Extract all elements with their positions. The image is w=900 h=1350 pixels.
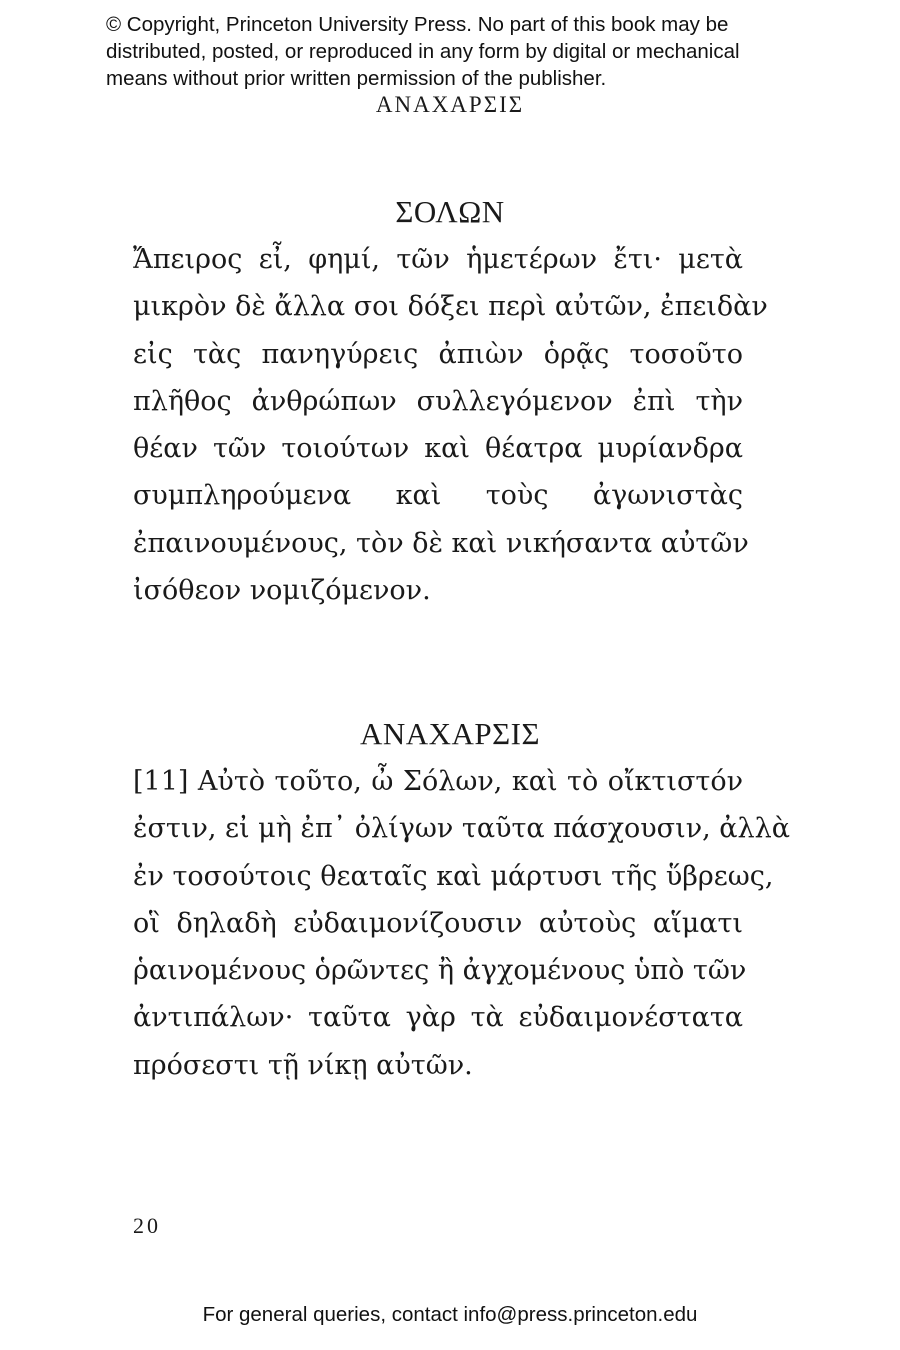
text-line: εἰς τὰς πανηγύρεις ἀπιὼν ὁρᾷς τοσοῦτο [133, 338, 743, 370]
text-line: ἐστιν, εἰ μὴ ἐπ᾽ ὀλίγων ταῦτα πάσχουσιν, ἀλλὰ [133, 813, 790, 845]
copyright-line: distributed, posted, or reproduced in any form by digital or mechanical [106, 40, 740, 63]
text-line: πλῆθος ἀνθρώπων συλλεγόμενον ἐπὶ τὴν [133, 385, 743, 417]
text-line: [11] Αὐτὸ τοῦτο, ὦ Σόλων, καὶ τὸ οἴκτιστόν [133, 766, 743, 797]
text-line: θέαν τῶν τοιούτων καὶ θέατρα μυρίανδρα [133, 433, 743, 465]
text-line: ἐν τοσούτοις θεαταῖς καὶ μάρτυσι τῆς ὕβρεως, [133, 860, 774, 892]
copyright-line: means without prior written permission of the publisher. [106, 67, 607, 90]
text-line: πρόσεστι τῇ νίκῃ αὐτῶν. [133, 1049, 473, 1081]
text-line: ῥαινομένους ὁρῶντες ἢ ἀγχομένους ὑπὸ τῶν [133, 955, 747, 987]
copyright-line: © Copyright, Princeton University Press. No part of this book may be [106, 13, 729, 36]
speaker-name-anacharsis: ΑΝΑΧΑΡΣΙΣ [359, 716, 541, 751]
text-line: ἀντιπάλων· ταῦτα γὰρ τὰ εὐδαιμονέστατα [133, 1002, 743, 1034]
speech-solon [133, 236, 768, 614]
text-line: συμπληρούμενα καὶ τοὺς ἀγωνιστὰς [133, 480, 743, 512]
text-line: ἐπαινουμένους, τὸν δὲ καὶ νικήσαντα αὐτῶν [133, 527, 749, 559]
page-number: 20 [133, 1213, 161, 1238]
text-line: Ἄπειρος εἶ, φημί, τῶν ἡμετέρων ἔτι· μετὰ [133, 244, 743, 275]
text-line: μικρὸν δὲ ἄλλα σοι δόξει περὶ αὐτῶν, ἐπειδὰν [133, 291, 768, 323]
text-line: ἰσόθεον νομιζόμενον. [133, 575, 431, 607]
running-head: ΑΝΑΧΑΡΣΙΣ [375, 92, 525, 117]
speaker-name-solon: ΣΟΛΩΝ [395, 194, 505, 229]
footer-contact: For general queries, contact info@press.princeton.edu [202, 1303, 698, 1326]
copyright-notice [106, 11, 826, 92]
text-line: οἳ δηλαδὴ εὐδαιμονίζουσιν αὐτοὺς αἵματι [133, 907, 743, 939]
speech-anacharsis [133, 758, 790, 1089]
